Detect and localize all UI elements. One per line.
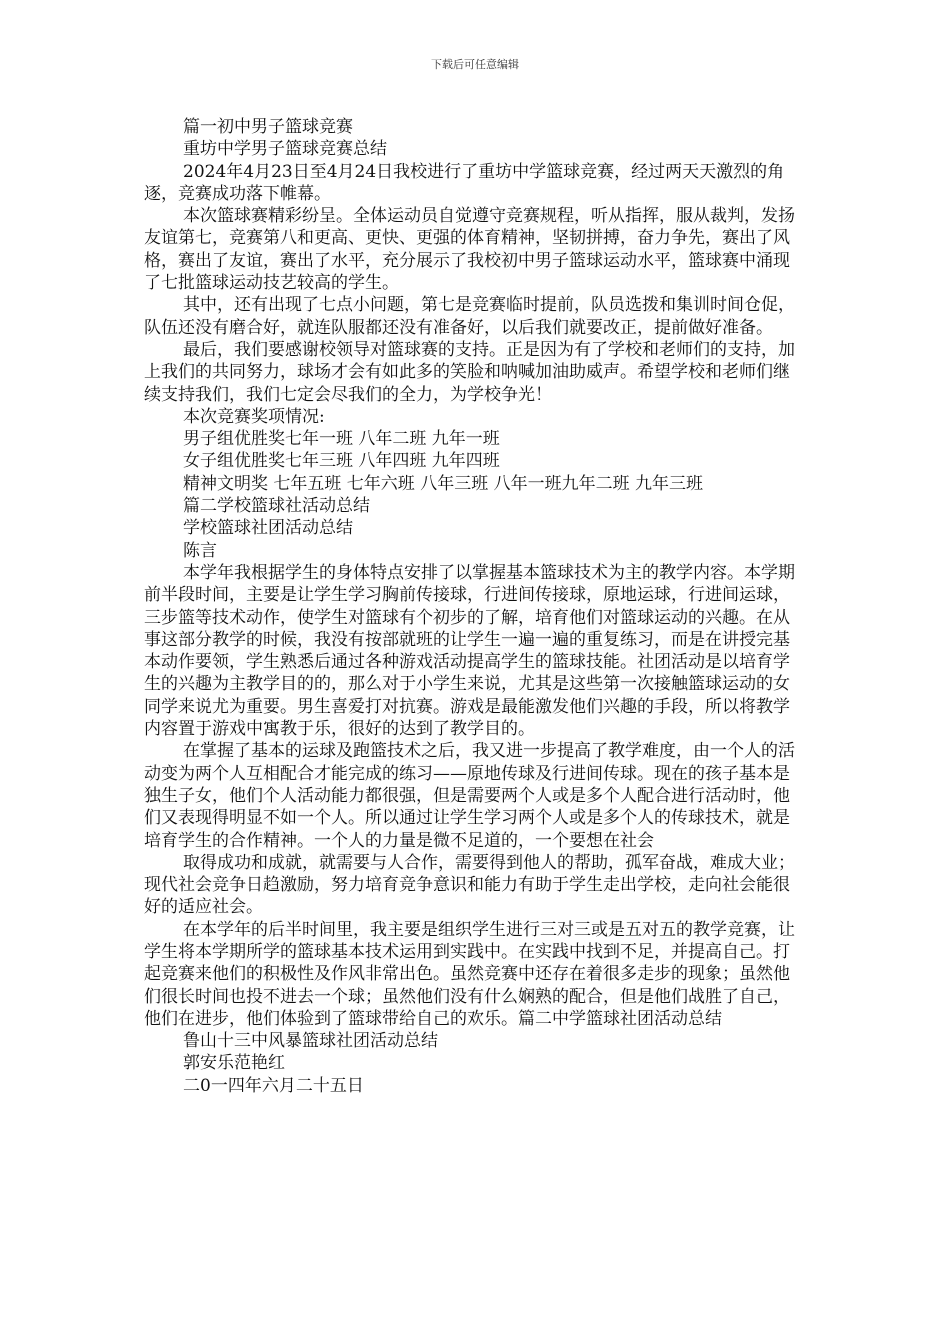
document-title: 鲁山十三中风暴篮球社团活动总结 bbox=[183, 1031, 438, 1052]
paragraph: 取得成功和成就，就需要与人合作，需要得到他人的帮助，孤军奋战，难成大业；现代社会竞争日趋激励，努力培育竞争意识和能力有助于学生走出学校，走向社会能很好的适应社会。 bbox=[144, 852, 795, 918]
paragraph: 本学年我根据学生的身体特点安排了以掌握基本篮球技术为主的教学内容。本学期前半段时间，主要是让学生学习胸前传接球，行进间传接球，原地运球，行进间运球，三步篮等技术动作，使学生对篮球有个初步的了解，培育他们对篮球运动的兴趣。在从事这部分教学的时候，我没有按部就班的让学生一遍一遍的重复练习，而是在讲授完基本动作要领，学生熟悉后通过各种游戏活动提高学生的篮球技能。社团活动是以培育学生的兴趣为主教学目的的，那么对于小学生来说，尤其是这些第一次接触篮球运动的女同学来说尤为重要。男生喜爱打对抗赛。游戏是最能激发他们兴趣的手段，所以将教学内容置于游戏中寓教于乐，很好的达到了教学目的。 bbox=[144, 562, 795, 740]
paragraph: 其中，还有出现了七点小问题，第七是竞赛临时提前，队员选拨和集训时间仓促，队伍还没有磨合好，就连队服都还没有准备好，以后我们就要改正，提前做好准备。 bbox=[144, 295, 795, 338]
paragraph: 本次篮球赛精彩纷呈。全体运动员自觉遵守竞赛规程，听从指挥，服从裁判，发扬友谊第七，竞赛第八和更高、更快、更强的体育精神，坚韧拼搏，奋力争先，赛出了风格，赛出了友谊，赛出了水平，充分展示了我校初中男子篮球运动水平，篮球赛中涌现了七批篮球运动技艺较高的学生。 bbox=[144, 206, 795, 294]
page-header-note: 下载后可任意编辑 bbox=[431, 58, 519, 71]
document-body bbox=[144, 116, 799, 1097]
paragraph: 最后，我们要感谢校领导对篮球赛的支持。正是因为有了学校和老师们的支持，加上我们的共同努力，球场才会有如此多的笑脸和呐喊加油助威声。希望学校和老师们继续支持我们，我们七定会尽我们的全力，为学校争光！ bbox=[144, 339, 795, 405]
award-line: 女子组优胜奖七年三班 八年四班 九年四班 bbox=[183, 451, 500, 472]
paragraph: 在本学年的后半时间里，我主要是组织学生进行三对三或是五对五的教学竞赛，让学生将本学期所学的篮球基本技术运用到实践中。在实践中找到不足，并提高自己。打起竞赛来他们的积极性及作风非常出色。虽然竞赛中还存在着很多走步的现象；虽然他们很长时间也投不进去一个球；虽然他们没有什么娴熟的配合，但是他们战胜了自己，他们在进步，他们体验到了篮球带给自己的欢乐。篇二中学篮球社团活动总结 bbox=[144, 919, 795, 1029]
document-date: 二0一四年六月二十五日 bbox=[183, 1075, 364, 1096]
document-title: 学校篮球社团活动总结 bbox=[183, 518, 353, 539]
awards-heading: 本次竞赛奖项情况: bbox=[183, 406, 325, 427]
paragraph: 在掌握了基本的运球及跑篮技术之后，我又进一步提高了教学难度，由一个人的活动变为两个人互相配合才能完成的练习——原地传球及行进间传球。现在的孩子基本是独生子女，他们个人活动能力都很强，但是需要两个人或是多个人配合进行活动时，他们又表现得明显不如一个人。所以通过让学生学习两个人或是多个人的传球技术，就是培育学生的合作精神。一个人的力量是微不足道的，一个要想在社会 bbox=[144, 741, 795, 851]
paragraph: 2024年4月23日至4月24日我校进行了重坊中学篮球竞赛，经过两天天激烈的角逐，竞赛成功落下帷幕。 bbox=[144, 161, 785, 204]
author-name: 郭安乐范艳红 bbox=[183, 1053, 285, 1074]
document-title: 重坊中学男子篮球竞赛总结 bbox=[183, 139, 387, 160]
award-line: 男子组优胜奖七年一班 八年二班 九年一班 bbox=[183, 429, 500, 450]
section-title: 篇二学校篮球社活动总结 bbox=[183, 496, 370, 517]
section-title: 篇一初中男子篮球竞赛 bbox=[183, 117, 353, 137]
author-name: 陈言 bbox=[183, 540, 217, 561]
award-line: 精神文明奖 七年五班 七年六班 八年三班 八年一班九年二班 九年三班 bbox=[183, 473, 704, 494]
